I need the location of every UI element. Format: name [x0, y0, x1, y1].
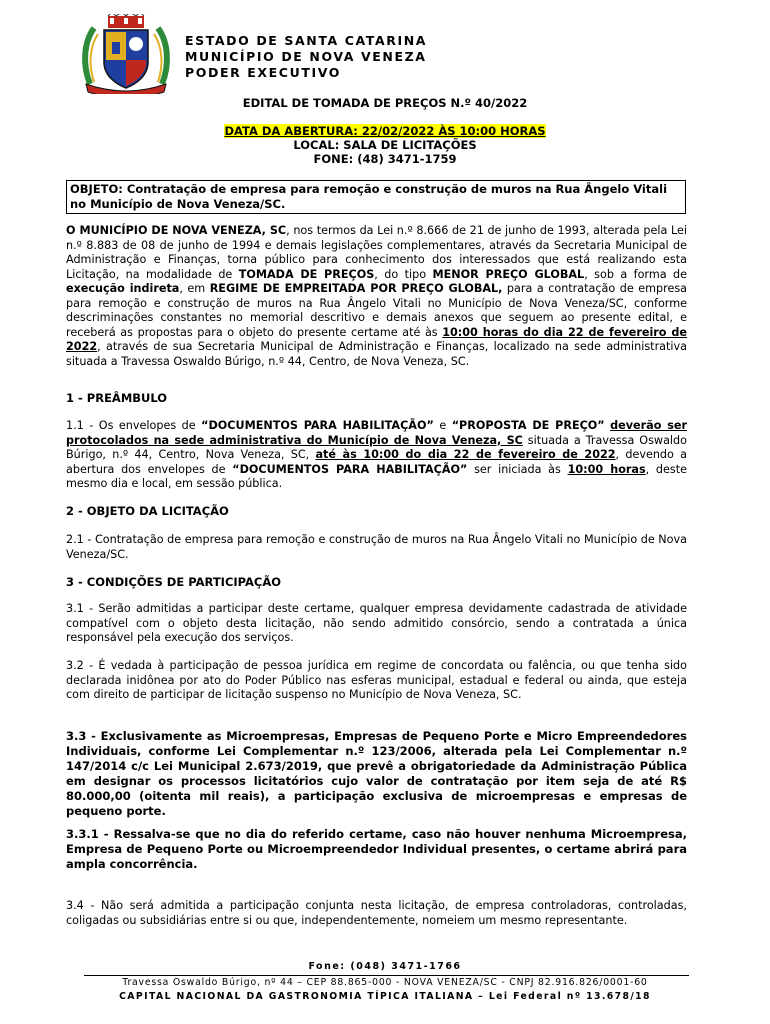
objeto-box: OBJETO: Contratação de empresa para remoção e construção de muros na Rua Ângelo Vitali no Município de Nova Veneza/SC. [66, 180, 686, 214]
edital-title: EDITAL DE TOMADA DE PREÇOS N.º 40/2022 [242, 96, 528, 110]
intro-regime: REGIME DE EMPREITADA POR PREÇO GLOBAL, [209, 282, 503, 295]
opening-date-highlight: DATA DA ABERTURA: 22/02/2022 ÀS 10:00 HORAS [224, 124, 546, 138]
intro-text-b: , do tipo [374, 267, 433, 281]
section-2-1: 2.1 - Contratação de empresa para remoção e construção de muros na Rua Ângelo Vitali no Município de Nova Veneza/SC. [66, 533, 687, 561]
letterhead-municipality: MUNICÍPIO DE NOVA VENEZA [185, 49, 427, 64]
s1-docs-2: “DOCUMENTOS PARA HABILITAÇÃO” [232, 462, 468, 476]
footer-address: Travessa Oswaldo Búrigo, nº 44 – CEP 88.865-000 - NOVA VENEZA/SC - CNPJ 82.916.826/0001-60 [122, 977, 648, 988]
intro-deadline: 10:00 horas do dia 22 de fevereiro de 2022 [66, 325, 688, 353]
section-3-1: 3.1 - Serão admitidas a participar deste certame, qualquer empresa devidamente cadastrada de atividade compatível com o objeto desta licitação, não sendo admitido consórcio, sendo a contratada a única responsável pela execução dos serviços. [66, 602, 687, 644]
intro-menor-preco: MENOR PREÇO GLOBAL [432, 267, 585, 281]
section-3-title: 3 - CONDIÇÕES DE PARTICIPAÇÃO [66, 575, 282, 589]
section-3-4: 3.4 - Não será admitida a participação conjunta nesta licitação, de empresa controladoras, controladas, coligadas ou subsidiárias entre si ou que, independentemente, nomeiem um mesmo representante. [66, 899, 687, 927]
footer-phone: Fone: (048) 3471-1766 [308, 961, 462, 972]
s1-text-f: ser iniciada às [467, 462, 568, 476]
s1-deverao: deverão ser protocolados na sede administrativa do Município de Nova Veneza, SC [66, 419, 687, 447]
section-1-title: 1 - PREÂMBULO [66, 391, 168, 405]
s1-docs: “DOCUMENTOS PARA HABILITAÇÃO” [201, 419, 434, 432]
intro-tomada: TOMADA DE PREÇOS [238, 267, 375, 281]
s1-proposta: “PROPOSTA DE PREÇO” [451, 419, 605, 432]
footer-divider [84, 975, 689, 976]
intro-text-a: , nos termos da Lei n.º 8.666 de 21 de junho de 1993, alterada pela Lei n.º 8.883 de 08 de junho de 1994 e demais legislações complementares, através da Secretaria Municipal de Administração e Finanças, torna público para conhecimento dos interessados que está realizando esta Licitação, na modalidade de [66, 224, 687, 281]
intro-execucao: execução indireta [66, 282, 180, 295]
section-3-2: 3.2 - É vedada à participação de pessoa jurídica em regime de concordata ou falência, ou que tenha sido declarada inidônea por ato do Poder Público nas esferas municipal, estadual e federal ou ainda, que esteja com direito de participar de licitação suspenso no Município de Nova Veneza, SC. [66, 659, 687, 701]
footer-capital: CAPITAL NACIONAL DA GASTRONOMIA TÍPICA ITALIANA – Lei Federal nº 13.678/18 [119, 991, 651, 1002]
intro-text-d: , em [179, 282, 210, 295]
letterhead-state: ESTADO DE SANTA CATARINA [185, 33, 428, 48]
intro-text-c: , sob a forma de [584, 267, 687, 281]
section-1-1 [66, 419, 687, 492]
s1-deadline: até às 10:00 do dia 22 de fevereiro de 2022 [315, 448, 616, 461]
intro-paragraph [66, 224, 687, 369]
section-3-3-1: 3.3.1 - Ressalva-se que no dia do referido certame, caso não houver nenhuma Microempresa, Empresa de Pequeno Porte ou Microempreendedor Individual presentes, o certame abrirá para ampla concorrência. [66, 827, 687, 871]
s1-text-g: , deste mesmo dia e local, em sessão pública. [66, 462, 687, 490]
s1-text-a: 1.1 - Os envelopes de [66, 419, 202, 432]
intro-text-f: , através de sua Secretaria Municipal de Administração e Finanças, localizado na sede administrativa situada a Travessa Oswaldo Búrigo, n.º 44, Centro, de Nova Veneza, SC. [66, 340, 687, 368]
s1-text-b: e [433, 419, 452, 432]
s1-text-e: , devendo a abertura dos envelopes de [66, 448, 687, 476]
intro-text-e: para a contratação de empresa para remoção e construção de muros na Rua Ângelo Vitali no Município de Nova Veneza/SC, conforme descriminações constantes no memorial descritivo e demais anexos que seguem ao presente edital, e receberá as propostas para o objeto do presente certame até às [66, 282, 688, 339]
section-2-title: 2 - OBJETO DA LICITAÇÃO [66, 504, 229, 518]
letterhead-branch: PODER EXECUTIVO [185, 65, 341, 80]
contact-phone: FONE: (48) 3471-1759 [313, 152, 457, 166]
intro-municipality: O MUNICÍPIO DE NOVA VENEZA, SC [66, 224, 287, 237]
letterhead [185, 33, 427, 81]
municipal-coat-of-arms-icon [80, 14, 172, 94]
opening-location: LOCAL: SALA DE LICITAÇÕES [293, 138, 477, 152]
section-3-3: 3.3 - Exclusivamente as Microempresas, Empresas de Pequeno Porte e Micro Empreendedores Individuais, conforme Lei Complementar n.º 123/2006, alterada pela Lei Complementar n.º 147/2014 c/c Lei Municipal 2.673/2019, que prevê a obrigatoriedade da Administração Pública em designar os processos licitatórios cujo valor de contratação por item seja de até R$ 80.000,00 (oitenta mil reais), a participação exclusiva de microempresas e empresas de pequeno porte. [66, 729, 687, 818]
s1-hour: 10:00 horas [567, 462, 646, 476]
s1-text-d: situada a Travessa Oswaldo Búrigo, n.º 44, Centro, Nova Veneza, SC, [66, 433, 687, 461]
opening-date [0, 124, 770, 138]
